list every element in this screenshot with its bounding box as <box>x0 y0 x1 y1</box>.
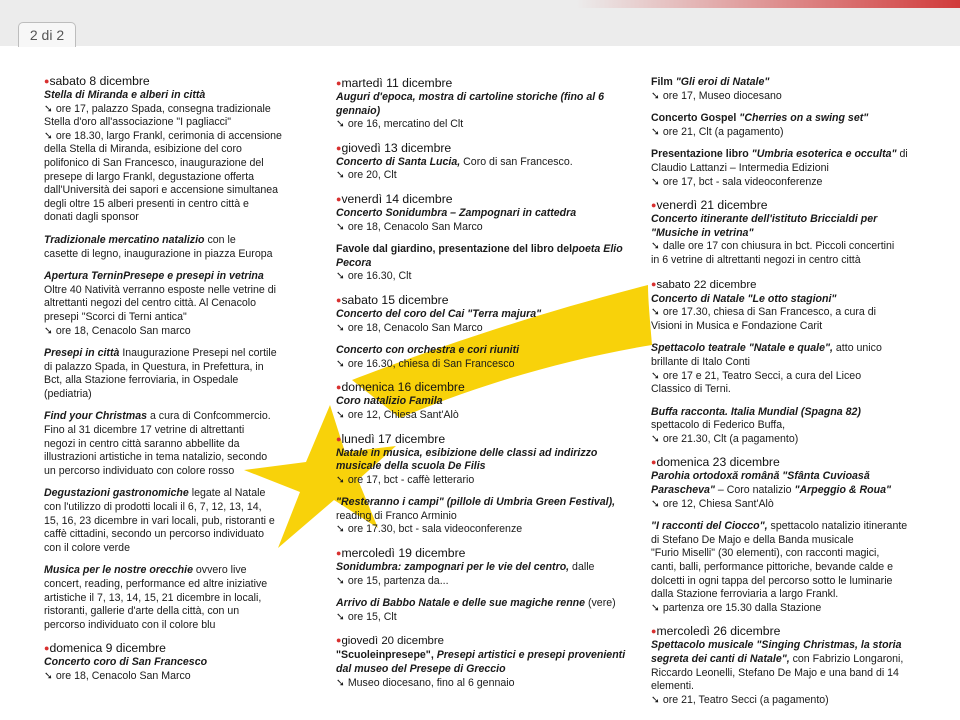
bullet-icon: ● <box>44 643 50 654</box>
event-item <box>44 347 296 401</box>
event-title-text: Natale in musica, esibizione delle classi ad indirizzo musicale della scuola De Filis <box>336 446 598 473</box>
event-detail-line: ➘ ore 18, Cenacolo San marco <box>44 324 191 337</box>
event-date-text: sabato 8 dicembre <box>49 74 150 88</box>
event-title-tail: di Claudio Lattanzi – Intermedia Edizioni <box>651 148 908 174</box>
event-detail-line: casette di legno, inaugurazione in piazza Europa <box>44 247 273 260</box>
column-3 <box>651 76 913 716</box>
event-date-text: venerdì 14 dicembre <box>341 191 453 206</box>
event-detail-line: un percorso individuato con colore rosso <box>44 464 235 477</box>
event-date <box>336 141 626 156</box>
bullet-icon: ● <box>336 433 342 444</box>
event-detail-line: Oltre 40 Natività verranno esposte nelle vetrine di <box>44 283 277 296</box>
event-title-text: Parohia ortodoxă română "Sfânta Cuvioasă Parascheva" <box>651 470 870 497</box>
event-title-text: Concerto coro di San Francesco <box>44 656 208 669</box>
event-title-text: Concerto del coro del Cai "Terra majura" <box>336 307 542 320</box>
event-title-tail: spettacolo natalizio itinerante di Stefano De Majo e della Banda musicale <box>651 520 908 546</box>
event-detail-line: degli oltre 15 alberi presenti in centro città e <box>44 197 249 210</box>
event-title-text: Concerto con orchestra e cori riuniti <box>336 344 520 357</box>
event-item <box>44 564 296 632</box>
event-title-tail: reading di Franco Arminio <box>336 509 457 522</box>
event-title-text: Coro natalizio Famila <box>336 395 443 408</box>
bullet-icon: ● <box>336 142 342 153</box>
event-title <box>651 639 913 693</box>
event-title-tail: Coro di san Francesco. <box>460 155 573 168</box>
event-item <box>651 342 913 396</box>
event-detail-line: ➘ ore 18, Cenacolo San Marco <box>44 669 191 682</box>
event-detail-line: "Furio Miselli" (30 elementi), con racconti magici, <box>651 547 880 560</box>
event-detail-line: ➘ ore 17, bct - sala videoconferenze <box>651 175 823 188</box>
event-title <box>651 112 913 126</box>
event-date-text: domenica 23 dicembre <box>656 455 780 470</box>
event-title-tail: a cura di Confcommercio. <box>147 410 271 423</box>
event-title <box>336 207 626 221</box>
event-item <box>336 432 626 488</box>
event-title-tail: legate al Natale <box>188 487 266 500</box>
event-title <box>336 496 626 523</box>
event-title-after: "Arpeggio & Roua" <box>794 484 891 497</box>
event-date <box>336 76 626 91</box>
event-title-lead: Concerto Gospel <box>651 112 740 125</box>
bullet-icon: ● <box>336 78 342 88</box>
event-date-text: sabato 15 dicembre <box>341 292 449 307</box>
event-item <box>336 243 626 284</box>
event-detail-line: ➘ ore 12, Chiesa Sant'Alò <box>651 497 774 510</box>
event-title <box>651 293 913 307</box>
event-date-text: venerdì 21 dicembre <box>656 198 768 213</box>
event-detail-line: in 6 vetrine di altrettanti negozi in centro città <box>651 253 861 266</box>
event-detail-line: ➘ ore 17.30, bct - sala videoconferenze <box>336 523 523 536</box>
event-detail-line: ➘ ore 16.30, chiesa di San Francesco <box>336 357 515 370</box>
event-detail-line: dalla Stazione ferroviaria a largo Frankl. <box>651 588 839 601</box>
event-item <box>651 112 913 139</box>
event-detail-line: ➘ ore 15, Clt <box>336 610 397 623</box>
event-detail-line: Stella d'oro all'associazione "I pagliacci" <box>44 116 232 129</box>
event-detail-line: Bct, alla Stazione ferroviaria, in Ospedale <box>44 374 239 387</box>
event-detail-line: con l'utilizzo di prodotti locali il 6, 7, 12, 13, 14, <box>44 501 262 514</box>
event-title-text: "Umbria esoterica e occulta" <box>751 148 897 161</box>
event-item <box>651 520 913 615</box>
event-detail-line: presepe di largo Frankl, degustazione offerta <box>44 170 255 183</box>
event-title <box>336 561 626 575</box>
bullet-icon: ● <box>651 200 657 211</box>
event-detail-line: ristoranti, gallerie d'arte della città, con un <box>44 605 240 618</box>
event-title-text: Spettacolo teatrale "Natale e quale", <box>651 342 833 355</box>
event-title-text: Musica per le nostre orecchie <box>44 564 193 577</box>
event-title-text: Concerto di Santa Lucia, <box>336 155 461 168</box>
event-detail-line: con il colore verde <box>44 541 130 554</box>
event-title <box>336 447 626 474</box>
event-title <box>651 406 913 420</box>
event-title-text: Concerto di Natale "Le otto stagioni" <box>651 292 837 305</box>
event-title-text: Concerto Sonidumbra – Zampognari in cattedra <box>336 206 577 219</box>
event-title-tail: ovvero live <box>192 564 247 577</box>
event-detail-line: ➘ dalle ore 17 con chiusura in bct. Piccoli concertini <box>651 240 895 253</box>
event-detail-line: negozi in centro città saranno abbellite da <box>44 437 240 450</box>
event-item <box>651 76 913 103</box>
bullet-icon: ● <box>336 193 342 204</box>
event-title-text: Sonidumbra: zampognari per le vie del centro, <box>336 561 570 574</box>
bullet-icon: ● <box>336 382 342 393</box>
event-title-text: Tradizionale mercatino natalizio <box>44 233 205 246</box>
event-item <box>44 74 296 225</box>
event-detail-line: Fino al 31 dicembre 17 vetrine di altrettanti <box>44 424 245 437</box>
event-date-text: giovedì 20 dicembre <box>341 635 445 648</box>
event-detail-line: ➘ ore 16, mercatino del Clt <box>336 118 464 131</box>
event-title <box>651 520 913 547</box>
event-detail-line: ➘ ore 17, Museo diocesano <box>651 89 782 102</box>
event-detail-line: ➘ ore 17, palazzo Spada, consegna tradizionale <box>44 102 271 115</box>
event-item <box>336 496 626 537</box>
event-item <box>44 410 296 478</box>
event-detail-line: artistiche il 7, 13, 14, 15, 21 dicembre in locali, <box>44 591 262 604</box>
event-detail-line: ➘ ore 21.30, Clt (a pagamento) <box>651 432 799 445</box>
event-title-tail: dalle <box>569 561 595 574</box>
event-date <box>44 641 296 656</box>
event-detail-line: ➘ ore 17 e 21, Teatro Secci, a cura del Liceo <box>651 369 862 382</box>
event-detail-line: presepi "Scorci di Terni antica" <box>44 310 187 323</box>
event-title-text: Stella di Miranda e alberi in città <box>44 89 206 101</box>
event-title-text: Spettacolo musicale "Singing Christmas, la storia segreta dei canti di Natale", <box>651 639 902 665</box>
event-title <box>651 470 913 497</box>
event-item <box>336 546 626 588</box>
bullet-icon: ● <box>651 626 657 637</box>
bullet-icon: ● <box>336 294 342 305</box>
event-title-text: "Gli eroi di Natale" <box>675 76 770 88</box>
event-detail-line: ➘ ore 17, bct - caffè letterario <box>336 473 475 486</box>
event-item <box>44 234 296 261</box>
event-detail-line: ➘ ore 18, Cenacolo San Marco <box>336 220 483 233</box>
bullet-icon: ● <box>651 457 657 468</box>
event-date-text: mercoledì 26 dicembre <box>656 624 781 639</box>
event-date <box>336 546 626 561</box>
event-title <box>44 347 296 361</box>
event-detail-line: percorso individuato con il colore blu <box>44 618 216 631</box>
event-title-lead: Favole dal giardino, presentazione del libro del <box>336 243 573 256</box>
event-detail-line: altrettanti negozi del centro città. Al Cenacolo <box>44 297 256 310</box>
event-title <box>336 649 626 676</box>
bullet-icon: ● <box>651 278 657 289</box>
event-detail-line: Visioni in Musica e Fondazione Carit <box>651 319 823 332</box>
event-detail-line: di palazzo Spada, in Questura, in Prefettura, in <box>44 360 264 373</box>
event-detail-line: ➘ ore 16.30, Clt <box>336 270 412 283</box>
event-title-text: poeta Elio Pecora <box>336 243 623 269</box>
event-title-text: Arrivo di Babbo Natale e delle sue magiche renne <box>336 597 586 610</box>
bullet-icon: ● <box>336 548 342 559</box>
event-detail-line: ➘ ore 12, Chiesa Sant'Alò <box>336 408 459 421</box>
event-title-tail: – Coro natalizio <box>714 484 795 497</box>
event-title-text: Concerto itinerante dell'istituto Briccialdi per "Musiche in vetrina" <box>651 213 878 239</box>
event-date <box>336 432 626 447</box>
event-detail-line: ➘ ore 21, Teatro Secci (a pagamento) <box>651 693 829 706</box>
page-indicator[interactable]: 2 di 2 <box>18 22 76 47</box>
event-date <box>336 192 626 207</box>
event-title <box>336 344 626 358</box>
event-title <box>44 656 296 670</box>
event-date-text: domenica 9 dicembre <box>49 641 166 656</box>
event-date <box>651 198 913 213</box>
column-2 <box>336 76 626 699</box>
event-item <box>336 293 626 335</box>
event-title <box>651 213 913 240</box>
event-detail-line: ➘ Museo diocesano, fino al 6 gennaio <box>336 676 515 689</box>
event-date <box>651 624 913 639</box>
event-title <box>336 395 626 409</box>
event-item <box>651 406 913 447</box>
event-date <box>44 74 296 89</box>
event-title-text: Presepi artistici e presepi provenienti dal museo del Presepe di Greccio <box>336 649 626 676</box>
event-detail-line: ➘ partenza ore 15.30 dalla Stazione <box>651 601 822 614</box>
event-detail-line: donati dagli sponsor <box>44 211 139 224</box>
event-detail-line: ➘ ore 17.30, chiesa di San Francesco, a cura di <box>651 306 876 319</box>
event-title <box>336 597 626 611</box>
event-title <box>651 148 913 175</box>
event-date-text: lunedì 17 dicembre <box>341 431 446 446</box>
event-detail-line: (pediatria) <box>44 387 92 400</box>
event-detail-line: ➘ ore 20, Clt <box>336 169 397 182</box>
event-title-lead: "Scuoleinpresepe", <box>336 649 434 662</box>
event-date-text: giovedì 13 dicembre <box>341 140 452 155</box>
event-title <box>651 342 913 369</box>
event-title <box>44 410 296 424</box>
event-date-text: mercoledì 19 dicembre <box>341 546 466 561</box>
event-item <box>336 344 626 371</box>
event-title-text: Buffa racconta. Italia Mundial (Spagna 82) <box>651 405 861 418</box>
event-title-tail: atto unico brillante di Italo Conti <box>651 342 882 368</box>
event-detail-line: della Stella di Miranda, esibizione del coro <box>44 143 242 156</box>
bullet-icon: ● <box>336 635 342 646</box>
event-detail-line: dall'Università dei sapori e accensione simultanea <box>44 184 279 197</box>
event-item <box>651 624 913 707</box>
column-1 <box>44 74 296 693</box>
event-title-text: Auguri d'epoca, mostra di cartoline storiche (fino al 6 gennaio) <box>336 91 604 117</box>
event-detail-line: Classico di Terni. <box>651 383 731 396</box>
event-title <box>651 76 913 90</box>
event-item <box>336 380 626 422</box>
event-title <box>44 270 296 284</box>
event-detail-line: caffè cittadini, secondo un percorso individuato <box>44 528 265 541</box>
event-detail-line: canti, balli, performance pittoriche, bevande calde e <box>651 561 894 574</box>
event-item <box>651 198 913 267</box>
event-date <box>336 380 626 395</box>
event-item <box>336 141 626 183</box>
event-title-text: "Cherries on a swing set" <box>739 112 869 125</box>
event-item <box>336 76 626 132</box>
event-item <box>336 633 626 690</box>
event-title <box>336 243 626 270</box>
event-item <box>44 641 296 683</box>
event-title-text: "I racconti del Ciocco", <box>651 520 768 533</box>
event-title-text: Degustazioni gastronomiche <box>44 487 189 500</box>
event-title <box>336 156 626 170</box>
event-item <box>336 597 626 624</box>
event-item <box>651 455 913 511</box>
event-detail-line: ➘ ore 18.30, largo Frankl, cerimonia di accensione <box>44 129 282 142</box>
event-title-text: Presepi in città <box>44 347 120 360</box>
event-title-tail: con Fabrizio Longaroni, Riccardo Leonelli, Stefano De Majo e una band di 14 elementi. <box>651 653 904 693</box>
event-detail-line: dolcetti in ogni tappa del percorso sotto le luminarie <box>651 574 893 587</box>
event-title <box>44 89 296 103</box>
event-title-tail: (vere) <box>585 597 616 610</box>
event-detail-line: ➘ ore 21, Clt (a pagamento) <box>651 125 784 138</box>
event-title <box>336 91 626 118</box>
event-item <box>44 487 296 555</box>
event-title-tail: con le <box>204 233 236 246</box>
event-date <box>651 277 913 293</box>
event-title-text: Find your Christmas <box>44 410 148 423</box>
event-title-lead: Film <box>651 76 676 88</box>
event-title <box>336 308 626 322</box>
event-detail-line: spettacolo di Federico Buffa, <box>651 419 786 432</box>
event-date <box>651 455 913 470</box>
event-date-text: martedì 11 dicembre <box>341 76 453 90</box>
event-detail-line: ➘ ore 18, Cenacolo San Marco <box>336 321 483 334</box>
event-title-tail: Inaugurazione Presepi nel cortile <box>119 347 277 360</box>
event-detail-line: ➘ ore 15, partenza da... <box>336 574 449 587</box>
event-date-text: sabato 22 dicembre <box>656 278 757 291</box>
event-title-text: "Resteranno i campi" (pillole di Umbria Green Festival), <box>336 496 616 509</box>
event-detail-line: 15, 16, 23 dicembre in vari locali, pub, ristoranti e <box>44 514 275 527</box>
event-detail-line: polifonico di San Francesco, inaugurazione del <box>44 156 264 169</box>
event-item <box>651 277 913 334</box>
event-title <box>44 234 296 248</box>
event-detail-line: concert, reading, performance ed altre iniziative <box>44 578 268 590</box>
event-title <box>44 564 296 578</box>
event-title <box>44 487 296 501</box>
event-date-text: domenica 16 dicembre <box>341 380 465 395</box>
event-item <box>44 270 296 338</box>
event-date <box>336 293 626 308</box>
event-item <box>651 148 913 189</box>
event-item <box>336 192 626 234</box>
bullet-icon: ● <box>44 76 50 86</box>
event-date <box>336 633 626 649</box>
event-title-lead: Presentazione libro <box>651 148 752 161</box>
event-title-text: Apertura TerninPresepe e presepi in vetrina <box>44 270 264 283</box>
event-detail-line: illustrazioni artistiche in tema natalizio, secondo <box>44 451 268 464</box>
